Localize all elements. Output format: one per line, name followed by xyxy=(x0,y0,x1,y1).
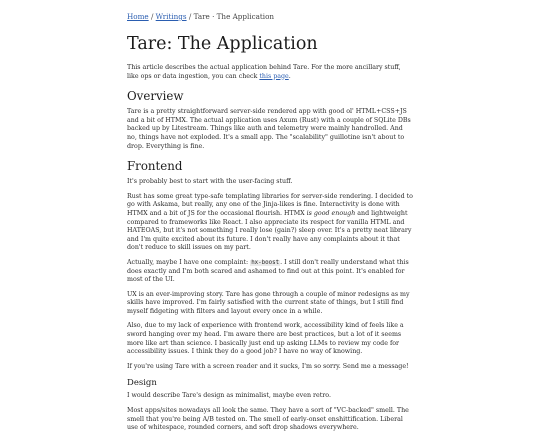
overview-paragraph: Tare is a pretty straightforward server-side rendered app with good ol' HTML+CSS+JS and a bit of HTMX. The actual application uses Axum (Rust) with a couple of SQLite DBs backed up by Litestream. Things like auth and telemetry were mainly handrolled. And no, things have not exploded. It's a small app. The "scalability" guillotine isn't about to drop. Everything is fine. xyxy=(127,108,411,150)
breadcrumb-current: Tare · The Application xyxy=(193,12,275,21)
frontend-paragraph-5: Also, due to my lack of experience with frontend work, accessibility kind of feels like a sword hanging over my head. I'm aware there are best practices, but a lot of it seems more like art than science. I basically just end up asking LLMs to review my code for accessibility issues. I think they do a good job? I have no way of knowing. xyxy=(127,322,404,356)
frontend-paragraph-4: UX is an ever-improving story. Tare has gone through a couple of minor redesigns as my skills have improved. I'm fairly satisfied with the current state of things, but I still find myself fidgeting with filters and layout every once in a while. xyxy=(127,290,410,315)
frontend-paragraph-3 xyxy=(127,259,413,285)
frontend-heading: Frontend xyxy=(127,159,183,174)
intro-text: This article describes the actual application behind Tare. For the more ancillary stuff, like ops or data ingestion, you can check xyxy=(127,64,401,80)
breadcrumb-separator: / xyxy=(186,12,194,21)
design-paragraph-2: Most apps/sites nowadays all look the same. They have a sort of "VC-backed" smell. The smell that you're being A/B tested on. The smell of early-onset enshittification. Liberal use of whitespace, rounded corners, and soft drop shadows everywhere. xyxy=(127,407,409,432)
design-heading: Design xyxy=(127,378,157,389)
breadcrumb-separator: / xyxy=(148,12,156,21)
breadcrumb-home-link[interactable]: Home xyxy=(127,12,149,21)
overview-heading: Overview xyxy=(127,89,184,104)
article xyxy=(127,12,413,439)
frontend-text: . I still don't really understand what this does exactly and I'm both scared and ashamed to find out at this point. It's enabled for most of the UI. xyxy=(127,258,409,284)
hx-boost-code: hx-boost xyxy=(251,259,280,266)
frontend-paragraph-2 xyxy=(127,193,413,253)
frontend-text: Rust has some great type-safe templating libraries for server-side rendering. I decided to go with Askama, but really, any one of the Jinja-likes is fine. Interactivity is done with HTMX and a bit of JS for the occasional flourish. HTMX xyxy=(127,192,413,217)
breadcrumb xyxy=(127,12,413,22)
breadcrumb-writings-link[interactable]: Writings xyxy=(155,12,187,21)
emphasis-text: is good enough xyxy=(306,209,356,217)
frontend-paragraph-1: It's probably best to start with the user-facing stuff. xyxy=(127,178,293,186)
this-page-link[interactable]: this page xyxy=(259,72,289,80)
page-title: Tare: The Application xyxy=(127,34,318,54)
frontend-text: and lightweight compared to frameworks like React. I also appreciate its respect for vanilla HTML and HATEOAS, but it's not something I really lose (gain?) sleep over. It's a pretty neat library and I'm quite excited about its future. I don't really have any complaints about it that don't reduce to skill issues on my part. xyxy=(127,209,412,252)
frontend-text: Actually, maybe I have one complaint: xyxy=(127,258,251,266)
intro-text-end: . xyxy=(288,72,291,80)
design-paragraph-1: I would describe Tare's design as minimalist, maybe even retro. xyxy=(127,392,331,400)
intro-paragraph xyxy=(127,64,413,81)
frontend-paragraph-6: If you're using Tare with a screen reader and it sucks, I'm so sorry. Send me a message! xyxy=(127,362,409,370)
